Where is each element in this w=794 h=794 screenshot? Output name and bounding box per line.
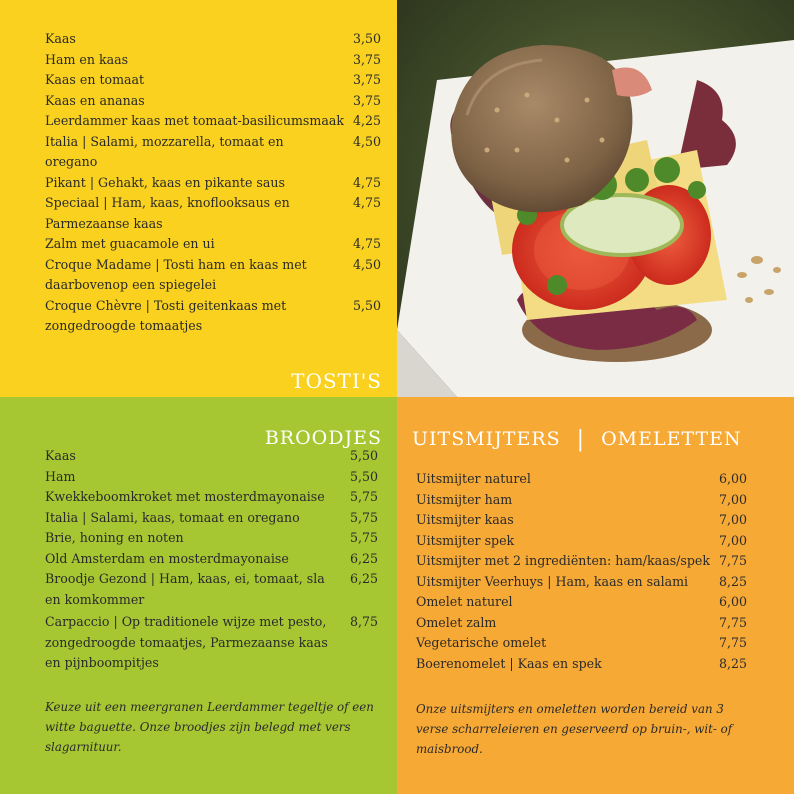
menu-item bbox=[416, 613, 747, 634]
menu-item bbox=[45, 446, 378, 467]
broodjes-title: BROODJES bbox=[264, 426, 382, 449]
menu-item bbox=[45, 569, 378, 610]
item-price: 4,50 bbox=[352, 256, 381, 272]
item-name: Vegetarische omelet bbox=[416, 635, 547, 650]
item-price: 7,75 bbox=[718, 553, 747, 568]
uitsmijters-note: Onze uitsmijters en omeletten worden bereid van 3 verse scharreleieren en geserveerd op bruin-, wit- of maisbrood. bbox=[416, 702, 733, 756]
item-name: Uitsmijter Veerhuys | Ham, kaas en salami bbox=[416, 573, 689, 589]
menu-item bbox=[416, 551, 747, 572]
item-name: Croque Madame | Tosti ham en kaas met daarbovenop een spiegelei bbox=[45, 256, 307, 292]
item-price: 3,75 bbox=[352, 51, 381, 67]
item-name: Omelet zalm bbox=[416, 614, 497, 630]
menu-item bbox=[45, 467, 378, 488]
item-price: 8,25 bbox=[718, 655, 747, 671]
menu-item bbox=[45, 487, 378, 508]
tosti-title: TOSTI'S bbox=[291, 368, 382, 393]
item-name: Uitsmijter ham bbox=[416, 491, 513, 507]
item-name: Kwekkeboomkroket met mosterdmayonaise bbox=[45, 489, 325, 504]
menu-item bbox=[45, 612, 378, 674]
item-price: 7,00 bbox=[718, 512, 747, 527]
menu-item bbox=[416, 572, 747, 593]
sandwich-photo bbox=[397, 0, 794, 397]
item-name: Brie, honing en noten bbox=[45, 530, 184, 545]
uitsmijters-title-left: UITSMIJTERS bbox=[412, 428, 561, 451]
menu-item bbox=[45, 528, 378, 549]
menu-item bbox=[45, 91, 381, 112]
item-name: Uitsmijter met 2 ingrediënten: ham/kaas/spek bbox=[416, 553, 711, 568]
menu-item bbox=[45, 50, 381, 71]
item-name: Kaas bbox=[45, 31, 76, 46]
item-name: Kaas en ananas bbox=[45, 92, 145, 108]
item-price: 5,50 bbox=[349, 468, 378, 484]
item-name: Uitsmijter spek bbox=[416, 532, 515, 548]
item-price: 7,75 bbox=[718, 614, 747, 630]
item-name: Ham bbox=[45, 468, 76, 484]
item-price: 6,25 bbox=[349, 571, 378, 586]
uitsmijters-title-right: OMELETTEN bbox=[601, 428, 742, 451]
item-price: 4,75 bbox=[352, 195, 381, 210]
menu-item bbox=[45, 255, 381, 296]
item-price: 6,00 bbox=[718, 594, 747, 609]
uitsmijters-menu-list bbox=[416, 469, 747, 674]
item-price: 7,00 bbox=[718, 532, 747, 548]
item-name: Speciaal | Ham, kaas, knoflooksaus en Parmezaanse kaas bbox=[45, 195, 290, 231]
item-price: 3,50 bbox=[352, 31, 381, 46]
item-name: Kaas bbox=[45, 448, 76, 463]
menu-item bbox=[416, 633, 747, 654]
broodjes-section bbox=[0, 397, 397, 794]
broodjes-menu-list bbox=[45, 446, 378, 674]
item-price: 8,75 bbox=[349, 614, 378, 629]
title-separator: | bbox=[576, 426, 586, 452]
item-name: Leerdammer kaas met tomaat-basilicumsmaak bbox=[45, 113, 344, 128]
menu-item bbox=[416, 469, 747, 490]
item-name: Kaas en tomaat bbox=[45, 72, 145, 87]
sandwich-image bbox=[397, 0, 794, 397]
item-price: 5,50 bbox=[349, 448, 378, 463]
menu-item bbox=[45, 111, 381, 132]
item-name: Omelet naturel bbox=[416, 594, 513, 609]
menu-item bbox=[45, 70, 381, 91]
item-price: 5,50 bbox=[352, 297, 381, 313]
item-price: 4,75 bbox=[352, 236, 381, 251]
menu-item bbox=[45, 508, 378, 529]
menu-item bbox=[45, 234, 381, 255]
item-name: Croque Chèvre | Tosti geitenkaas met zongedroogde tomaatjes bbox=[45, 297, 287, 333]
item-price: 5,75 bbox=[349, 489, 378, 504]
item-price: 5,75 bbox=[349, 530, 378, 545]
tosti-section bbox=[0, 0, 397, 397]
item-name: Ham en kaas bbox=[45, 51, 129, 67]
menu-item bbox=[45, 132, 381, 173]
item-name: Pikant | Gehakt, kaas en pikante saus bbox=[45, 174, 285, 190]
item-price: 4,75 bbox=[352, 174, 381, 190]
menu-item bbox=[45, 296, 381, 337]
item-price: 3,75 bbox=[352, 92, 381, 108]
item-name: Old Amsterdam en mosterdmayonaise bbox=[45, 550, 289, 566]
item-name: Boerenomelet | Kaas en spek bbox=[416, 655, 602, 671]
item-price: 6,25 bbox=[349, 550, 378, 566]
item-price: 4,50 bbox=[352, 133, 381, 149]
menu-item bbox=[416, 531, 747, 552]
item-price: 8,25 bbox=[718, 573, 747, 589]
item-name: Uitsmijter naturel bbox=[416, 471, 531, 486]
menu-item bbox=[45, 29, 381, 50]
menu-item bbox=[45, 193, 381, 234]
item-price: 3,75 bbox=[352, 72, 381, 87]
item-price: 5,75 bbox=[349, 509, 378, 525]
item-name: Zalm met guacamole en ui bbox=[45, 236, 215, 251]
item-name: Broodje Gezond | Ham, kaas, ei, tomaat, sla en komkommer bbox=[45, 571, 325, 607]
item-name: Italia | Salami, mozzarella, tomaat en oregano bbox=[45, 133, 284, 169]
broodjes-note: Keuze uit een meergranen Leerdammer tegeltje of een witte baguette. Onze broodjes zijn belegd met vers slagarnituur. bbox=[45, 700, 374, 754]
item-price: 6,00 bbox=[718, 471, 747, 486]
uitsmijters-title bbox=[412, 427, 779, 452]
item-price: 7,00 bbox=[718, 491, 747, 507]
item-price: 4,25 bbox=[352, 113, 381, 128]
menu-item bbox=[416, 490, 747, 511]
menu-item bbox=[45, 173, 381, 194]
item-name: Carpaccio | Op traditionele wijze met pesto, zongedroogde tomaatjes, Parmezaanse kaas en pijnboompitjes bbox=[45, 614, 328, 670]
item-name: Italia | Salami, kaas, tomaat en oregano bbox=[45, 509, 300, 525]
menu-item bbox=[45, 549, 378, 570]
menu-item bbox=[416, 510, 747, 531]
menu-item bbox=[416, 592, 747, 613]
item-name: Uitsmijter kaas bbox=[416, 512, 514, 527]
tosti-menu-list bbox=[45, 29, 381, 337]
menu-item bbox=[416, 654, 747, 675]
item-price: 7,75 bbox=[718, 635, 747, 650]
uitsmijters-section bbox=[397, 397, 794, 794]
